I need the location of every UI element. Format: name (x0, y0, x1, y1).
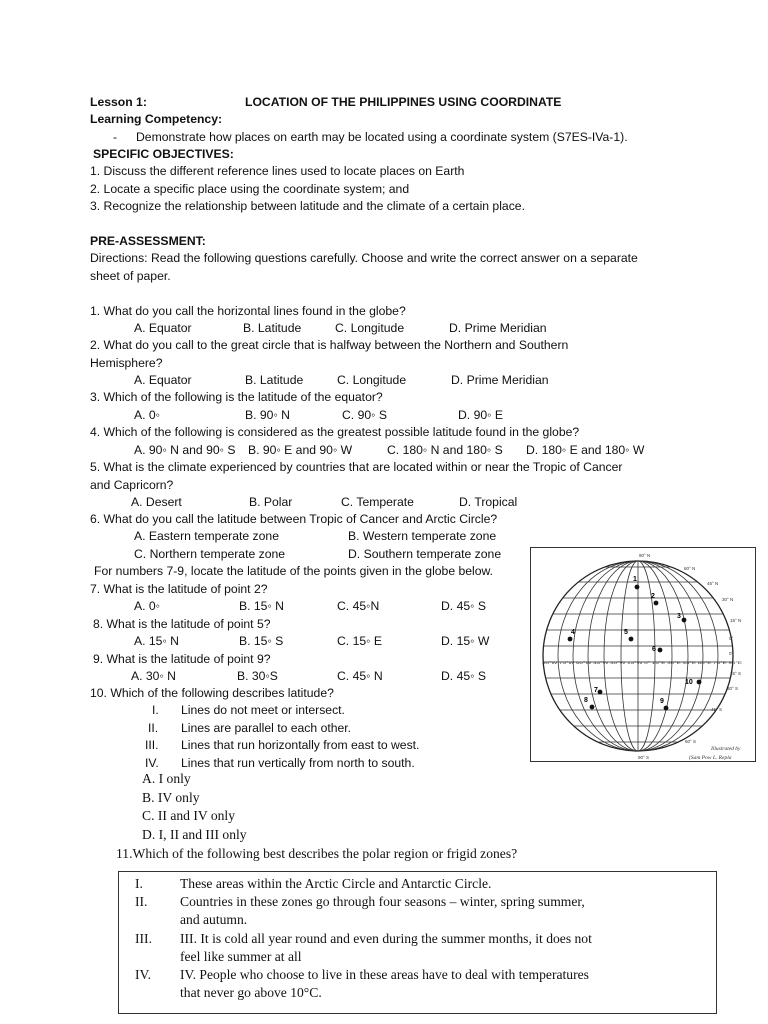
q1-option-d: D. Prime Meridian (449, 321, 547, 335)
lat-top-label: 90° N (639, 553, 651, 558)
objective-1: 1. Discuss the different reference lines used to locate places on Earth (90, 164, 465, 178)
question-2-line-2: Hemisphere? (90, 356, 163, 370)
lat-right-label: 15° N (730, 618, 742, 623)
point-label-2: 2 (651, 593, 655, 600)
point-label-7: 7 (594, 687, 598, 694)
point-label-10: 10 (685, 679, 693, 686)
q8-option-c: C. 15◦ E (337, 634, 382, 648)
q10-option-d: D. I, II and III only (142, 827, 247, 842)
q5-option-c: C. Temperate (341, 495, 414, 509)
globe-point (598, 690, 603, 695)
q3-option-d: D. 90◦ E (458, 408, 503, 422)
q5-option-d: D. Tropical (459, 495, 518, 509)
lat-right-label: 0° (729, 651, 734, 656)
q10-statement-num-1: I. (152, 703, 159, 717)
illustration-credit-1: Illustrated by (711, 746, 741, 752)
point-label-5: 5 (624, 629, 628, 636)
pre-assessment-label: PRE-ASSESSMENT: (90, 234, 206, 248)
q6-option-c: C. Northern temperate zone (134, 547, 286, 561)
globe-point (590, 705, 595, 710)
q1-option-b: B. Latitude (243, 321, 302, 335)
objective-3: 3. Recognize the relationship between latitude and the climate of a certain place. (90, 199, 525, 213)
globe-point (658, 648, 663, 653)
q10-statement-2: Lines are parallel to each other. (181, 721, 352, 735)
lat-right-label: 45° S (711, 707, 723, 712)
globe-figure (530, 547, 756, 762)
globe-point (664, 706, 669, 711)
equator-longitude-labels: 90°W 75°W 60°W 45°W 30°W 15°W 0° 15°E 30°E 45°E 60°E 75°E 90°E (542, 661, 744, 665)
q9-option-d: D. 45◦ S (441, 669, 486, 683)
question-7: 7. What is the latitude of point 2? (90, 582, 268, 596)
q5-option-b: B. Polar (249, 495, 293, 509)
q7-option-c: C. 45◦N (337, 599, 380, 613)
question-5-line-2: and Capricorn? (90, 478, 174, 492)
question-2-line-1: 2. What do you call to the great circle that is halfway between the Northern and Southern (90, 338, 569, 352)
lat-right-label: 30° N (722, 597, 734, 602)
competency-label: Learning Competency: (90, 112, 223, 126)
question-9: 9. What is the latitude of point 9? (93, 652, 271, 666)
globe-point (629, 637, 634, 642)
point-label-6: 6 (652, 646, 656, 653)
q10-statement-num-4: IV. (145, 756, 159, 770)
q1-option-c: C. Longitude (335, 321, 405, 335)
point-label-1: 1 (633, 576, 637, 583)
lat-right-label: 60° S (685, 739, 697, 744)
point-label-9: 9 (660, 698, 664, 705)
lat-right-label: 15° S (730, 671, 742, 676)
q11-row-num-2: II. (135, 894, 148, 909)
q8-option-a: A. 15◦ N (134, 634, 179, 648)
q9-option-c: C. 45◦ N (337, 669, 383, 683)
q11-row-4-line-1: IV. People who choose to live in these areas have to deal with temperatures (180, 967, 589, 982)
questions-7-9-intro: For numbers 7-9, locate the latitude of the points given in the globe below. (94, 564, 494, 578)
q6-option-a: A. Eastern temperate zone (134, 529, 279, 543)
lesson-label: Lesson 1: (90, 95, 147, 109)
directions-line-2: sheet of paper. (90, 269, 171, 283)
q2-option-b: B. Latitude (245, 373, 304, 387)
q4-option-d: D. 180◦ E and 180◦ W (526, 443, 645, 457)
q10-statement-4: Lines that run vertically from north to south. (181, 756, 415, 770)
q9-option-a: A. 30◦ N (131, 669, 176, 683)
illustration-credit-2: (Sam Pow L. Repla (689, 755, 732, 761)
directions-line-1: Directions: Read the following questions carefully. Choose and write the correct answer on a separate (90, 251, 638, 265)
q11-row-num-1: I. (135, 876, 143, 891)
q10-statement-1: Lines do not meet or intersect. (181, 703, 345, 717)
point-label-4: 4 (571, 629, 575, 636)
lat-right-label: 0° (729, 636, 734, 641)
question-3: 3. Which of the following is the latitude of the equator? (90, 390, 383, 404)
q11-row-2-line-2: and autumn. (180, 912, 248, 927)
q2-option-c: C. Longitude (337, 373, 407, 387)
question-5-line-1: 5. What is the climate experienced by countries that are located within or near the Tropic of Cancer (90, 460, 623, 474)
q3-option-a: A. 0◦ (134, 408, 160, 422)
q6-option-b: B. Western temperate zone (348, 529, 497, 543)
point-label-3: 3 (677, 613, 681, 620)
q11-row-num-3: III. (135, 931, 152, 946)
lesson-title: LOCATION OF THE PHILIPPINES USING COORDINATE (245, 95, 562, 109)
q10-option-a: A. I only (142, 771, 191, 786)
q11-row-num-4: IV. (135, 967, 151, 982)
competency-text: Demonstrate how places on earth may be located using a coordinate system (S7ES-IVa-1). (136, 130, 628, 144)
q6-option-d: D. Southern temperate zone (348, 547, 502, 561)
q10-option-c: C. II and IV only (142, 808, 236, 823)
lat-right-label: 60° N (684, 566, 696, 571)
q4-option-b: B. 90◦ E and 90◦ W (248, 443, 353, 457)
q3-option-c: C. 90◦ S (342, 408, 387, 422)
q2-option-d: D. Prime Meridian (451, 373, 549, 387)
globe-svg (531, 548, 755, 761)
q8-option-d: D. 15◦ W (441, 634, 490, 648)
q10-statement-num-2: II. (148, 721, 159, 735)
q11-row-3-line-1: III. It is cold all year round and even during the summer months, it does not (180, 931, 592, 946)
q11-row-3-line-2: feel like summer at all (180, 949, 302, 964)
globe-point (635, 585, 640, 590)
lat-right-label: 45° N (707, 581, 719, 586)
q9-option-b: B. 30◦S (237, 669, 278, 683)
globe-point (654, 601, 659, 606)
question-11: 11.Which of the following best describes the polar region or frigid zones? (116, 846, 518, 861)
question-1: 1. What do you call the horizontal lines found in the globe? (90, 304, 406, 318)
q10-statement-3: Lines that run horizontally from east to west. (181, 738, 420, 752)
q7-option-a: A. 0◦ (134, 599, 160, 613)
objectives-label: SPECIFIC OBJECTIVES: (93, 147, 234, 161)
q11-row-4-line-2: that never go above 10°C. (180, 985, 322, 1000)
lat-right-label: 30° S (727, 686, 739, 691)
q7-option-b: B. 15◦ N (239, 599, 284, 613)
q10-option-b: B. IV only (142, 790, 200, 805)
question-6: 6. What do you call the latitude between Tropic of Cancer and Arctic Circle? (90, 512, 498, 526)
question-4: 4. Which of the following is considered as the greatest possible latitude found in the globe? (90, 425, 580, 439)
competency-bullet: - (113, 130, 118, 144)
question-8: 8. What is the latitude of point 5? (93, 617, 271, 631)
globe-point (568, 637, 573, 642)
q11-row-1-line-1: These areas within the Arctic Circle and Antarctic Circle. (180, 876, 492, 891)
q11-statement-table (118, 871, 717, 1014)
question-10: 10. Which of the following describes latitude? (90, 686, 334, 700)
q3-option-b: B. 90◦ N (245, 408, 290, 422)
point-label-8: 8 (584, 697, 588, 704)
q7-option-d: D. 45◦ S (441, 599, 486, 613)
objective-2: 2. Locate a specific place using the coordinate system; and (90, 182, 410, 196)
q1-option-a: A. Equator (134, 321, 192, 335)
globe-point (697, 680, 702, 685)
q2-option-a: A. Equator (134, 373, 192, 387)
q11-row-2-line-1: Countries in these zones go through four seasons – winter, spring summer, (180, 894, 585, 909)
lat-bottom-label: 90° S (638, 755, 650, 760)
q4-option-c: C. 180◦ N and 180◦ S (387, 443, 503, 457)
globe-point (682, 618, 687, 623)
q8-option-b: B. 15◦ S (239, 634, 284, 648)
q5-option-a: A. Desert (131, 495, 182, 509)
q4-option-a: A. 90◦ N and 90◦ S (134, 443, 236, 457)
q10-statement-num-3: III. (145, 738, 159, 752)
